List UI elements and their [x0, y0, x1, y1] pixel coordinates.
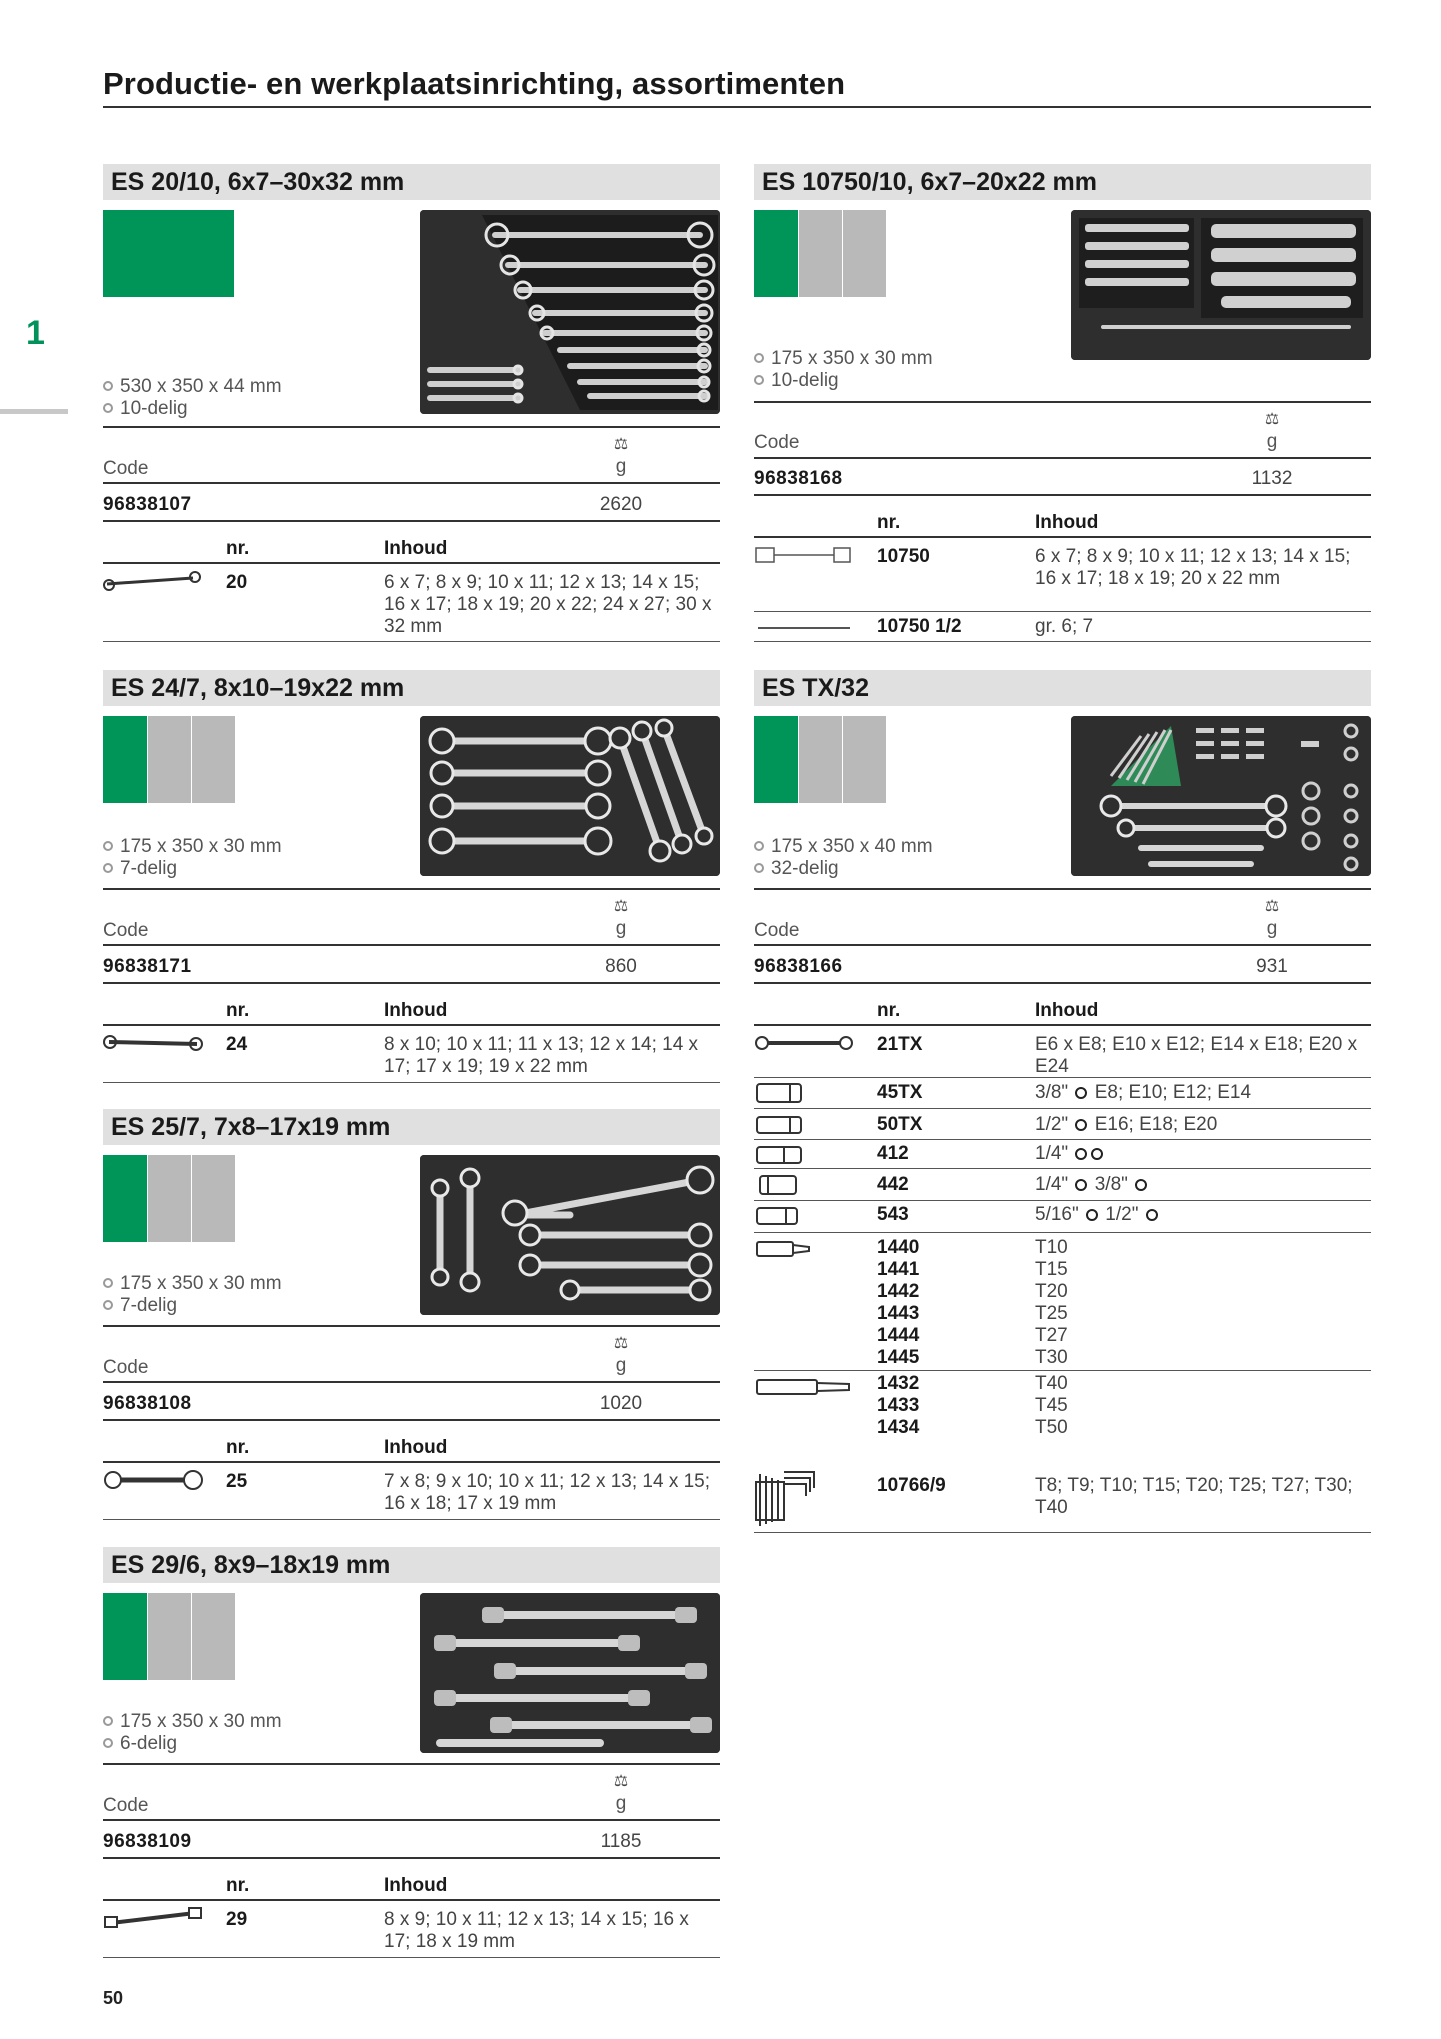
- weight-value: 1132: [1251, 468, 1293, 489]
- swatch-green: [103, 1593, 147, 1680]
- scale-icon: ⚖: [613, 898, 629, 915]
- torx-ring-wrench-icon: [754, 1030, 854, 1056]
- divider: [103, 1857, 720, 1859]
- article-code: 96838108: [103, 1393, 192, 1414]
- item-nr: 1432: [877, 1373, 920, 1394]
- code-label: Code: [103, 1357, 149, 1378]
- divider: [754, 1139, 1371, 1140]
- spec-parts: 6-delig: [103, 1733, 177, 1755]
- divider: [103, 1082, 720, 1083]
- divider: [103, 482, 720, 484]
- chapter-marker: [0, 409, 68, 414]
- divider: [103, 982, 720, 984]
- title-divider: [103, 106, 1371, 108]
- item-inhoud: T10: [1035, 1237, 1068, 1258]
- color-swatches: [103, 1593, 235, 1680]
- item-nr: 1442: [877, 1281, 920, 1302]
- item-nr: 1433: [877, 1395, 920, 1416]
- ring-icon: [1075, 1119, 1087, 1131]
- divider: [754, 1168, 1371, 1169]
- ring-icon: [1135, 1179, 1147, 1191]
- item-inhoud: 8 x 9; 10 x 11; 12 x 13; 14 x 15; 16 x 17; 18 x 19 mm: [384, 1909, 689, 1952]
- divider: [103, 1381, 720, 1383]
- divider: [754, 1108, 1371, 1109]
- divider: [754, 457, 1371, 459]
- divider: [754, 401, 1371, 403]
- code-label: Code: [103, 458, 149, 479]
- divider: [103, 944, 720, 946]
- divider: [103, 426, 720, 428]
- item-inhoud: 8 x 10; 10 x 11; 11 x 13; 12 x 14; 14 x 17; 17 x 19; 19 x 22 mm: [384, 1034, 699, 1077]
- divider: [103, 1519, 720, 1520]
- tommy-bar-icon: [754, 614, 854, 640]
- code-label: Code: [103, 1795, 149, 1816]
- article-code: 96838168: [754, 468, 843, 489]
- divider: [103, 1957, 720, 1958]
- code-label: Code: [103, 920, 149, 941]
- item-inhoud: T50: [1035, 1417, 1068, 1438]
- scale-icon: ⚖: [613, 1335, 629, 1352]
- divider: [103, 1899, 720, 1901]
- tubular-box-spanner-icon: [754, 542, 854, 568]
- item-inhoud: 1/4": [1035, 1143, 1365, 1165]
- item-inhoud: T8; T9; T10; T15; T20; T25; T27; T30; T40: [1035, 1475, 1353, 1518]
- swatch-grey: [148, 1593, 191, 1680]
- divider: [103, 641, 720, 642]
- item-nr: 412: [877, 1143, 909, 1164]
- page-number: 50: [103, 1988, 124, 2008]
- item-inhoud: 1/4" 3/8": [1035, 1174, 1365, 1196]
- item-nr: 45TX: [877, 1082, 923, 1103]
- item-nr: 10766/9: [877, 1475, 946, 1496]
- spec-dimensions: 175 x 350 x 30 mm: [103, 836, 282, 858]
- nr-header: nr.: [226, 538, 250, 559]
- item-inhoud: T45: [1035, 1395, 1068, 1416]
- page-title: Productie- en werkplaatsinrichting, assortimenten: [103, 66, 846, 101]
- item-inhoud: T40: [1035, 1373, 1068, 1394]
- item-inhoud: 7 x 8; 9 x 10; 10 x 11; 12 x 13; 14 x 15; 16 x 18; 17 x 19 mm: [384, 1471, 711, 1514]
- hex-key-set-icon: [754, 1468, 826, 1530]
- socket-icon: [754, 1112, 806, 1138]
- item-nr: 10750: [877, 546, 930, 567]
- long-bit-icon: [754, 1374, 854, 1400]
- section-title: ES 10750/10, 6x7–20x22 mm: [754, 164, 1371, 200]
- item-inhoud: gr. 6; 7: [1035, 616, 1094, 637]
- inhoud-header: Inhoud: [384, 1437, 448, 1458]
- product-es24: [103, 670, 720, 1090]
- inhoud-header: Inhoud: [384, 1875, 448, 1896]
- divider: [103, 1763, 720, 1765]
- divider: [754, 641, 1371, 642]
- divider: [103, 1024, 720, 1026]
- divider: [754, 982, 1371, 984]
- ring-icon: [1146, 1209, 1158, 1221]
- gram-label: g: [615, 456, 627, 477]
- item-nr: 24: [226, 1034, 248, 1055]
- item-inhoud: T20: [1035, 1281, 1068, 1302]
- chapter-number: 1: [26, 314, 45, 352]
- color-swatches: [103, 1155, 235, 1242]
- swatch-grey: [192, 1593, 235, 1680]
- ratchet-wrench-icon: [103, 1467, 203, 1493]
- divider: [754, 536, 1371, 538]
- gram-label: g: [615, 1355, 627, 1376]
- divider: [754, 494, 1371, 496]
- item-inhoud: T25: [1035, 1303, 1068, 1324]
- nr-header: nr.: [877, 512, 901, 533]
- color-swatches: [103, 716, 235, 803]
- divider: [754, 1200, 1371, 1201]
- swatch-grey: [843, 716, 886, 803]
- divider: [754, 1024, 1371, 1026]
- swatch-green: [103, 1155, 147, 1242]
- gram-label: g: [615, 918, 627, 939]
- color-swatches: [754, 210, 886, 297]
- item-nr: 20: [226, 572, 248, 593]
- divider: [103, 1419, 720, 1421]
- swatch-grey: [799, 210, 842, 297]
- product-image: [420, 1593, 720, 1753]
- item-nr: 10750 1/2: [877, 616, 962, 637]
- ring-icon: [1086, 1209, 1098, 1221]
- item-inhoud: 3/8" E8; E10; E12; E14: [1035, 1082, 1252, 1103]
- inhoud-header: Inhoud: [1035, 512, 1099, 533]
- product-image: [420, 716, 720, 876]
- weight-value: 931: [1256, 956, 1288, 977]
- product-es20: [103, 164, 720, 644]
- ring-icon: [1075, 1179, 1087, 1191]
- divider: [754, 944, 1371, 946]
- divider: [103, 520, 720, 522]
- ring-icon: [1075, 1148, 1087, 1160]
- item-nr: 50TX: [877, 1114, 923, 1135]
- nr-header: nr.: [226, 1875, 250, 1896]
- swatch-grey: [192, 716, 235, 803]
- swatch-grey: [148, 716, 191, 803]
- spec-dimensions: 530 x 350 x 44 mm: [103, 376, 282, 398]
- section-title: ES 24/7, 8x10–19x22 mm: [103, 670, 720, 706]
- item-nr: 1445: [877, 1347, 920, 1368]
- weight-value: 2620: [599, 494, 643, 515]
- divider: [103, 1325, 720, 1327]
- inhoud-header: Inhoud: [384, 538, 448, 559]
- socket-icon: [754, 1080, 806, 1106]
- item-nr: 25: [226, 1471, 248, 1492]
- divider: [103, 562, 720, 564]
- code-label: Code: [754, 432, 800, 453]
- torx-bit-icon: [754, 1236, 814, 1262]
- divider: [103, 1461, 720, 1463]
- product-image: [420, 1155, 720, 1315]
- divider: [754, 1077, 1371, 1078]
- nr-header: nr.: [226, 1437, 250, 1458]
- socket-icon: [754, 1203, 806, 1229]
- item-nr: 21TX: [877, 1034, 923, 1055]
- gram-label: g: [615, 1793, 627, 1814]
- swatch-green: [754, 716, 798, 803]
- product-es10750: [754, 164, 1371, 644]
- spec-parts: 7-delig: [103, 858, 177, 880]
- divider: [103, 1819, 720, 1821]
- scale-icon: ⚖: [613, 1773, 629, 1790]
- nr-header: nr.: [226, 1000, 250, 1021]
- spec-dimensions: 175 x 350 x 40 mm: [754, 836, 933, 858]
- item-inhoud: T15: [1035, 1259, 1068, 1280]
- article-code: 96838171: [103, 956, 192, 977]
- item-nr: 1440: [877, 1237, 920, 1258]
- code-label: Code: [754, 920, 800, 941]
- divider: [754, 1370, 1371, 1371]
- swatch-grey: [192, 1155, 235, 1242]
- item-inhoud: T30: [1035, 1347, 1068, 1368]
- article-code: 96838109: [103, 1831, 192, 1852]
- flex-head-wrench-icon: [103, 1905, 203, 1931]
- divider: [754, 1532, 1371, 1533]
- swatch-grey: [843, 210, 886, 297]
- weight-value: 860: [605, 956, 637, 977]
- weight-value: 1020: [599, 1393, 643, 1414]
- product-es29: [103, 1547, 720, 1967]
- item-nr: 29: [226, 1909, 248, 1930]
- gram-label: g: [1266, 431, 1278, 452]
- scale-icon: ⚖: [1264, 411, 1280, 428]
- color-swatches: [103, 210, 234, 297]
- swatch-grey: [799, 716, 842, 803]
- scale-icon: ⚖: [1264, 898, 1280, 915]
- section-title: ES TX/32: [754, 670, 1371, 706]
- swatch-green: [103, 716, 147, 803]
- spec-dimensions: 175 x 350 x 30 mm: [754, 348, 933, 370]
- article-code: 96838107: [103, 494, 192, 515]
- double-ring-wrench-icon: [103, 568, 203, 594]
- divider: [754, 888, 1371, 890]
- gram-label: g: [1266, 918, 1278, 939]
- item-nr: 543: [877, 1204, 909, 1225]
- ring-icon: [1075, 1087, 1087, 1099]
- inhoud-header: Inhoud: [1035, 1000, 1099, 1021]
- product-image: [420, 210, 720, 414]
- swatch-grey: [148, 1155, 191, 1242]
- item-nr: 1434: [877, 1417, 920, 1438]
- product-es25: [103, 1109, 720, 1529]
- section-title: ES 29/6, 8x9–18x19 mm: [103, 1547, 720, 1583]
- color-swatches: [754, 716, 886, 803]
- inhoud-header: Inhoud: [384, 1000, 448, 1021]
- socket-icon: [754, 1172, 806, 1198]
- divider: [103, 888, 720, 890]
- product-image: [1071, 210, 1371, 360]
- spec-parts: 7-delig: [103, 1295, 177, 1317]
- spec-dimensions: 175 x 350 x 30 mm: [103, 1273, 282, 1295]
- item-inhoud: 5/16" 1/2": [1035, 1204, 1365, 1226]
- weight-value: 1185: [600, 1831, 642, 1852]
- product-image: [1071, 716, 1371, 876]
- divider: [754, 1232, 1371, 1233]
- item-inhoud: T27: [1035, 1325, 1068, 1346]
- swatch-green: [103, 210, 234, 297]
- section-title: ES 20/10, 6x7–30x32 mm: [103, 164, 720, 200]
- article-code: 96838166: [754, 956, 843, 977]
- socket-icon: [754, 1142, 806, 1168]
- item-inhoud: 1/2" E16; E18; E20: [1035, 1114, 1218, 1135]
- spec-dimensions: 175 x 350 x 30 mm: [103, 1711, 282, 1733]
- spec-parts: 10-delig: [103, 398, 188, 420]
- spec-parts: 10-delig: [754, 370, 839, 392]
- item-nr: 1441: [877, 1259, 920, 1280]
- section-title: ES 25/7, 7x8–17x19 mm: [103, 1109, 720, 1145]
- product-estx: [754, 670, 1371, 1540]
- divider: [754, 611, 1371, 612]
- item-nr: 1444: [877, 1325, 920, 1346]
- nr-header: nr.: [877, 1000, 901, 1021]
- item-nr: 1443: [877, 1303, 920, 1324]
- item-inhoud: E6 x E8; E10 x E12; E14 x E18; E20 x E24: [1035, 1034, 1358, 1077]
- spec-parts: 32-delig: [754, 858, 839, 880]
- item-nr: 442: [877, 1174, 909, 1195]
- item-inhoud: 6 x 7; 8 x 9; 10 x 11; 12 x 13; 14 x 15; 16 x 17; 18 x 19; 20 x 22; 24 x 27; 30 x 32 mm: [384, 572, 712, 637]
- ring-icon: [1091, 1148, 1103, 1160]
- swatch-green: [754, 210, 798, 297]
- item-inhoud: 6 x 7; 8 x 9; 10 x 11; 12 x 13; 14 x 15; 16 x 17; 18 x 19; 20 x 22 mm: [1035, 546, 1351, 589]
- ring-wrench-icon: [103, 1030, 203, 1056]
- scale-icon: ⚖: [613, 436, 629, 453]
